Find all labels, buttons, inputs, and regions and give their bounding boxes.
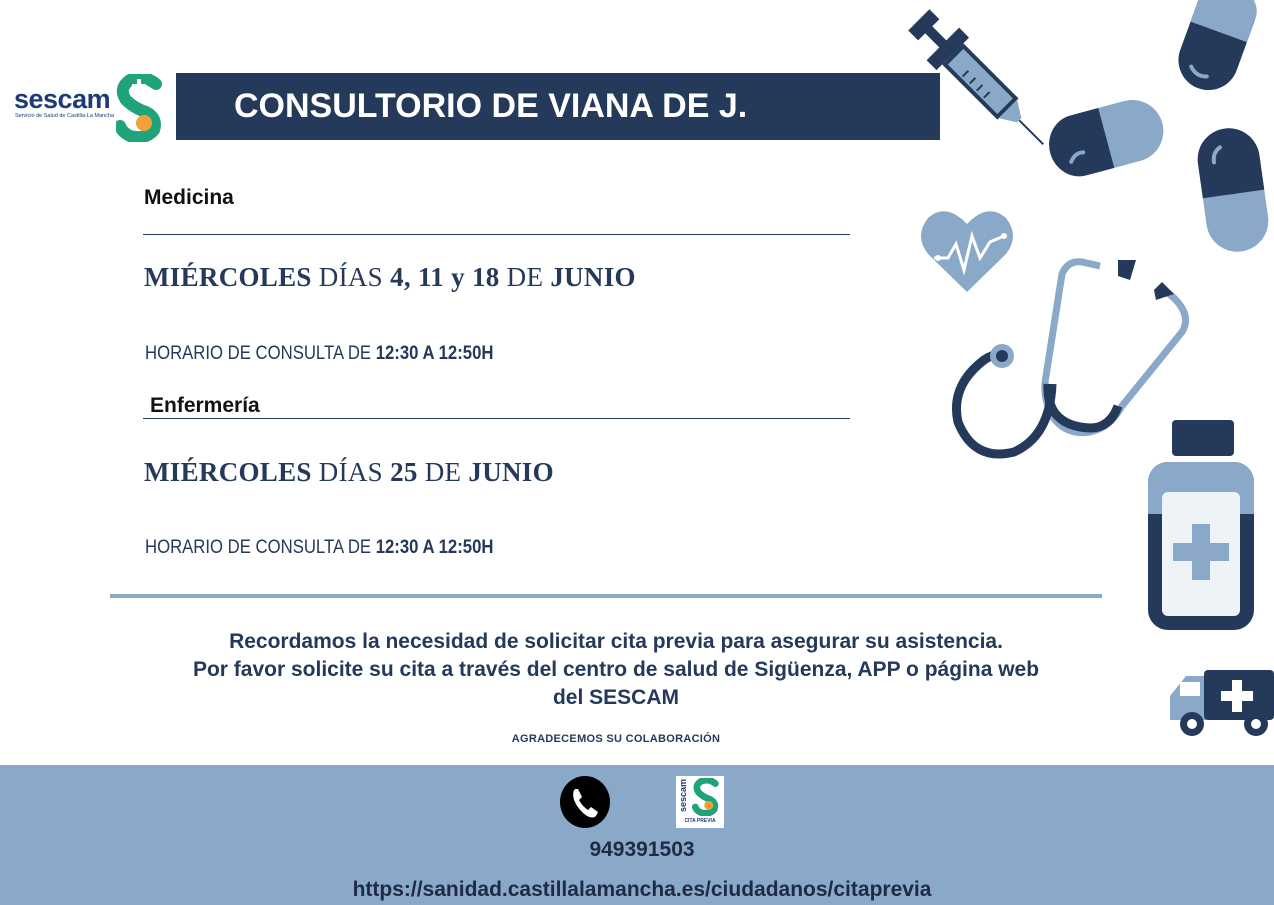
hours-line-medicina xyxy=(145,343,493,365)
hours-range: 12:30 A 12:50H xyxy=(375,537,494,558)
section-label-medicina: Medicina xyxy=(144,186,234,209)
cita-logo-wordmark: sescam xyxy=(678,778,688,812)
pill-icon xyxy=(1192,124,1274,256)
days-line-enfermeria xyxy=(144,457,554,488)
hours-prefix: HORARIO DE CONSULTA DE xyxy=(145,537,372,558)
reminder-line-1: Recordamos la necesidad de solicitar cita previa para asegurar su asistencia. xyxy=(229,630,1003,653)
days-list: 25 xyxy=(390,457,418,487)
section-rule xyxy=(143,418,850,419)
day-name: MIÉRCOLES xyxy=(144,262,312,292)
section-rule xyxy=(143,234,850,235)
pill-icon xyxy=(1044,92,1168,182)
month: JUNIO xyxy=(550,262,636,292)
de-word: DE xyxy=(506,262,544,292)
days-list: 4, 11 y 18 xyxy=(390,262,500,292)
phone-number[interactable]: 949391503 xyxy=(589,838,695,861)
section-label-enfermeria: Enfermería xyxy=(150,394,260,417)
reminder-line-3: del SESCAM xyxy=(552,686,680,709)
days-line-medicina xyxy=(144,262,636,293)
days-word: DÍAS xyxy=(318,457,384,487)
cita-previa-logo[interactable] xyxy=(676,776,724,828)
title-banner xyxy=(176,73,940,140)
sescam-s-icon xyxy=(116,74,166,142)
logo-wordmark: sescam xyxy=(14,84,111,114)
sescam-s-icon xyxy=(692,778,722,816)
phone-icon xyxy=(560,776,610,828)
days-word: DÍAS xyxy=(318,262,384,292)
reminder-line-2: Por favor solicite su cita a través del centro de salud de Sigüenza, APP o página web xyxy=(192,658,1040,681)
thanks-text: AGRADECEMOS SU COLABORACIÓN xyxy=(511,733,721,745)
day-name: MIÉRCOLES xyxy=(144,457,312,487)
month: JUNIO xyxy=(468,457,554,487)
logo-subtitle: Servicio de Salud de Castilla-La Mancha xyxy=(15,113,115,119)
hours-prefix: HORARIO DE CONSULTA DE xyxy=(145,343,372,364)
hours-line-enfermeria xyxy=(145,537,493,559)
de-word: DE xyxy=(424,457,462,487)
cita-logo-caption: CITA PREVIA xyxy=(684,818,716,824)
divider xyxy=(110,594,1102,598)
sescam-logo xyxy=(14,74,166,142)
ambulance-icon xyxy=(1168,668,1274,740)
pill-icon xyxy=(1160,0,1260,100)
cita-previa-link[interactable]: https://sanidad.castillalamancha.es/ciudadanos/citaprevia xyxy=(352,878,932,901)
medicine-bottle-icon xyxy=(1144,420,1256,632)
page-title: CONSULTORIO DE VIANA DE J. xyxy=(234,87,748,125)
reminder-text xyxy=(100,628,1132,712)
hours-range: 12:30 A 12:50H xyxy=(375,343,494,364)
